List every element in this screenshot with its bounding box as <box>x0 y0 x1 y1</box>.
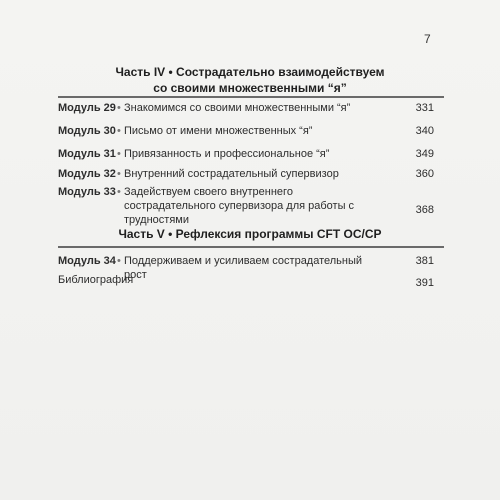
page-ref: 331 <box>415 102 434 114</box>
part-4-divider <box>58 96 444 98</box>
module-title: Поддерживаем и усиливаем сострадательный рост <box>124 255 363 281</box>
module-label: Модуль 33 <box>58 186 116 198</box>
part-5-divider <box>58 246 444 248</box>
module-label: Модуль 30 <box>58 125 116 137</box>
bullet: • <box>117 255 121 267</box>
bullet: • <box>117 148 121 160</box>
page-ref: 360 <box>415 168 434 180</box>
module-label: Модуль 32 <box>58 168 116 180</box>
module-label: Модуль 29 <box>58 102 116 114</box>
bibliography-title: Библиография <box>58 274 134 286</box>
page-ref: 349 <box>415 148 434 160</box>
bullet: • <box>117 125 121 137</box>
module-title: Привязанность и профессиональное “я” <box>124 148 330 160</box>
module-title: Знакомимся со своими множественными “я” <box>124 102 351 114</box>
bullet: • <box>117 186 121 198</box>
part-4-title-line-2: со своими множественными “я” <box>153 81 347 95</box>
page-ref: 381 <box>415 255 434 267</box>
page-ref: 391 <box>415 277 434 289</box>
module-label: Модуль 31 <box>58 148 116 160</box>
module-title: Письмо от имени множественных “я” <box>124 125 313 137</box>
bullet: • <box>117 102 121 114</box>
page-ref: 340 <box>415 125 434 137</box>
part-4-heading <box>58 64 442 96</box>
page-number: 7 <box>424 32 431 46</box>
module-title: Задействуем своего внутреннего сострадательного супервизора для работы с трудностями <box>124 186 355 226</box>
page-ref: 368 <box>415 204 434 216</box>
bullet: • <box>117 168 121 180</box>
module-label: Модуль 34 <box>58 255 116 267</box>
module-title: Внутренний сострадательный супервизор <box>124 168 339 180</box>
part-5-heading: Часть V • Рефлексия программы CFT ОС/СР <box>118 227 382 241</box>
part-4-title-line-1: Часть IV • Сострадательно взаимодействуем <box>115 65 385 79</box>
